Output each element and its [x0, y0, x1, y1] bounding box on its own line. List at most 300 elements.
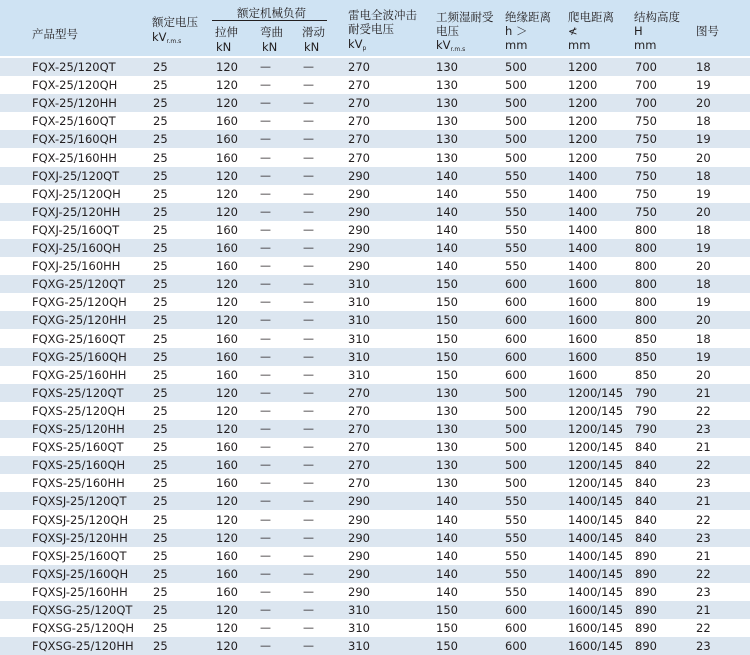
cell-bending: —: [260, 277, 271, 291]
table-row: [0, 239, 750, 257]
cell-insulation-distance: 500: [505, 132, 527, 147]
cell-insulation-distance: 550: [505, 512, 527, 527]
cell-model: FQXG-25/160QT: [32, 331, 126, 346]
cell-figure-no: 19: [696, 241, 711, 255]
cell-tension: 120: [216, 603, 238, 617]
table-row: [0, 275, 750, 293]
cell-model: FQX-25/120HH: [32, 96, 117, 111]
table-row: [0, 438, 750, 457]
cell-sliding: —: [303, 331, 314, 345]
cell-sliding: —: [303, 512, 314, 526]
cell-tension: 160: [216, 548, 238, 563]
cell-tension: 120: [216, 78, 238, 93]
cell-power-frequency: 130: [436, 96, 458, 111]
table-row: [0, 221, 750, 240]
cell-creepage-distance: 1400: [568, 204, 598, 219]
cell-tension: 120: [216, 295, 238, 310]
cell-creepage-distance: 1600/145: [568, 621, 624, 636]
cell-sliding: —: [303, 476, 314, 490]
cell-structure-height: 750: [635, 132, 657, 147]
cell-voltage: 25: [153, 96, 168, 111]
cell-model: FQXSJ-25/120QT: [32, 494, 127, 509]
cell-structure-height: 790: [635, 403, 657, 418]
cell-insulation-distance: 550: [505, 259, 527, 274]
cell-creepage-distance: 1600/145: [568, 603, 624, 617]
cell-voltage: 25: [153, 494, 168, 509]
cell-sliding: —: [303, 621, 314, 635]
cell-sliding: —: [303, 313, 314, 327]
cell-tension: 160: [216, 458, 238, 473]
cell-power-frequency: 140: [436, 168, 458, 183]
cell-impulse: 310: [348, 621, 370, 636]
cell-figure-no: 22: [696, 458, 711, 473]
cell-structure-height: 800: [635, 241, 657, 255]
cell-sliding: —: [303, 78, 314, 92]
cell-creepage-distance: 1400/145: [568, 566, 624, 581]
cell-voltage: 25: [153, 150, 168, 165]
header-sliding-unit: kN: [304, 40, 320, 54]
cell-power-frequency: 140: [436, 530, 458, 545]
cell-insulation-distance: 500: [505, 114, 527, 129]
cell-impulse: 270: [348, 403, 370, 418]
cell-bending: —: [260, 132, 271, 146]
cell-tension: 120: [216, 313, 238, 328]
cell-structure-height: 840: [635, 476, 657, 491]
header-voltage-title: 额定电压: [152, 15, 198, 29]
cell-voltage: 25: [153, 566, 168, 581]
cell-figure-no: 21: [696, 494, 711, 509]
cell-sliding: —: [303, 277, 314, 291]
cell-structure-height: 790: [635, 422, 657, 436]
cell-voltage: 25: [153, 241, 168, 255]
cell-creepage-distance: 1200: [568, 150, 598, 165]
header-creep-sym: ≮: [568, 24, 578, 38]
cell-tension: 160: [216, 241, 238, 255]
cell-insulation-distance: 500: [505, 78, 527, 93]
cell-tension: 160: [216, 259, 238, 274]
cell-tension: 160: [216, 566, 238, 581]
cell-bending: —: [260, 78, 271, 92]
cell-creepage-distance: 1400/145: [568, 584, 624, 599]
cell-impulse: 290: [348, 566, 370, 581]
header-tension-unit: kN: [216, 40, 232, 54]
cell-structure-height: 890: [635, 566, 657, 581]
cell-structure-height: 850: [635, 367, 657, 382]
cell-bending: —: [260, 530, 271, 544]
cell-insulation-distance: 550: [505, 168, 527, 183]
cell-structure-height: 840: [635, 530, 657, 545]
header-figure: 图号: [696, 24, 719, 38]
cell-voltage: 25: [153, 385, 168, 400]
cell-voltage: 25: [153, 458, 168, 473]
cell-structure-height: 700: [635, 96, 657, 111]
header-height-unit: mm: [634, 38, 657, 52]
cell-power-frequency: 150: [436, 349, 458, 364]
cell-creepage-distance: 1200/145: [568, 458, 624, 473]
header-divider: [212, 20, 327, 21]
cell-structure-height: 800: [635, 295, 657, 310]
cell-model: FQXSG-25/120QH: [32, 621, 135, 636]
cell-tension: 160: [216, 331, 238, 346]
cell-bending: —: [260, 186, 271, 200]
cell-creepage-distance: 1200/145: [568, 385, 624, 400]
cell-structure-height: 700: [635, 60, 657, 74]
cell-figure-no: 23: [696, 639, 711, 654]
cell-bending: —: [260, 241, 271, 254]
cell-creepage-distance: 1600: [568, 295, 598, 310]
cell-creepage-distance: 1400/145: [568, 548, 624, 563]
cell-bending: —: [260, 349, 271, 363]
cell-impulse: 290: [348, 168, 370, 183]
cell-bending: —: [260, 150, 271, 164]
cell-insulation-distance: 550: [505, 241, 527, 255]
cell-power-frequency: 130: [436, 60, 458, 74]
cell-sliding: —: [303, 168, 314, 182]
table-row: [0, 58, 750, 76]
cell-tension: 160: [216, 150, 238, 165]
cell-impulse: 310: [348, 639, 370, 654]
cell-voltage: 25: [153, 259, 168, 274]
cell-model: FQXG-25/160HH: [32, 367, 127, 382]
cell-figure-no: 18: [696, 277, 711, 292]
cell-power-frequency: 140: [436, 259, 458, 274]
cell-bending: —: [260, 494, 271, 508]
cell-model: FQXS-25/160HH: [32, 476, 125, 491]
cell-figure-no: 22: [696, 566, 711, 581]
cell-model: FQXSJ-25/160QT: [32, 548, 127, 563]
cell-structure-height: 750: [635, 168, 657, 183]
cell-model: FQXG-25/120QT: [32, 277, 126, 292]
header-insul-sym: h ＞: [505, 24, 528, 38]
cell-figure-no: 23: [696, 476, 711, 491]
cell-structure-height: 890: [635, 639, 657, 654]
cell-model: FQXSG-25/120QT: [32, 603, 133, 617]
cell-power-frequency: 150: [436, 277, 458, 292]
cell-tension: 160: [216, 476, 238, 491]
table-row: [0, 257, 750, 276]
table-row: [0, 330, 750, 349]
cell-model: FQX-25/160QH: [32, 132, 118, 147]
cell-sliding: —: [303, 222, 314, 236]
cell-sliding: —: [303, 422, 314, 435]
cell-insulation-distance: 550: [505, 222, 527, 237]
cell-tension: 160: [216, 349, 238, 364]
cell-insulation-distance: 500: [505, 403, 527, 418]
cell-power-frequency: 140: [436, 222, 458, 237]
cell-power-frequency: 130: [436, 422, 458, 436]
cell-structure-height: 840: [635, 494, 657, 509]
cell-sliding: —: [303, 403, 314, 417]
cell-impulse: 310: [348, 295, 370, 310]
cell-creepage-distance: 1200: [568, 78, 598, 93]
cell-impulse: 270: [348, 96, 370, 111]
header-pf-l2: 电压: [436, 24, 459, 38]
cell-bending: —: [260, 331, 271, 345]
cell-sliding: —: [303, 186, 314, 200]
cell-tension: 120: [216, 60, 238, 74]
cell-impulse: 270: [348, 78, 370, 93]
cell-power-frequency: 140: [436, 204, 458, 219]
cell-impulse: 270: [348, 132, 370, 147]
cell-model: FQXSJ-25/160HH: [32, 584, 128, 599]
cell-sliding: —: [303, 530, 314, 544]
cell-creepage-distance: 1200/145: [568, 440, 624, 455]
cell-power-frequency: 130: [436, 403, 458, 418]
cell-impulse: 270: [348, 150, 370, 165]
cell-sliding: —: [303, 367, 314, 381]
cell-power-frequency: 140: [436, 584, 458, 599]
cell-structure-height: 700: [635, 78, 657, 93]
cell-model: FQXG-25/160QH: [32, 349, 127, 364]
header-insul-unit: mm: [505, 38, 528, 52]
table-row: [0, 311, 750, 329]
cell-sliding: —: [303, 603, 314, 616]
cell-impulse: 270: [348, 114, 370, 129]
cell-figure-no: 21: [696, 440, 711, 455]
cell-tension: 120: [216, 530, 238, 545]
cell-creepage-distance: 1200/145: [568, 476, 624, 491]
cell-insulation-distance: 550: [505, 204, 527, 219]
cell-power-frequency: 140: [436, 566, 458, 581]
table-row: [0, 167, 750, 185]
cell-figure-no: 20: [696, 259, 711, 274]
cell-impulse: 290: [348, 548, 370, 563]
cell-insulation-distance: 600: [505, 621, 527, 636]
table-row: [0, 402, 750, 421]
table-row: [0, 420, 750, 438]
cell-bending: —: [260, 168, 271, 182]
cell-impulse: 310: [348, 313, 370, 328]
cell-power-frequency: 150: [436, 367, 458, 382]
table-row: [0, 529, 750, 547]
cell-voltage: 25: [153, 530, 168, 545]
cell-tension: 120: [216, 277, 238, 292]
cell-figure-no: 19: [696, 132, 711, 147]
cell-figure-no: 19: [696, 349, 711, 364]
table-row: [0, 492, 750, 510]
cell-insulation-distance: 600: [505, 367, 527, 382]
cell-model: FQX-25/160QT: [32, 114, 116, 129]
cell-insulation-distance: 500: [505, 96, 527, 111]
table-row: [0, 149, 750, 168]
cell-figure-no: 22: [696, 403, 711, 418]
cell-figure-no: 18: [696, 222, 711, 237]
cell-tension: 120: [216, 639, 238, 654]
cell-voltage: 25: [153, 204, 168, 219]
cell-impulse: 290: [348, 241, 370, 255]
cell-bending: —: [260, 458, 271, 472]
cell-impulse: 290: [348, 186, 370, 201]
cell-voltage: 25: [153, 512, 168, 527]
cell-power-frequency: 140: [436, 548, 458, 563]
cell-model: FQXSJ-25/120QH: [32, 512, 129, 527]
cell-creepage-distance: 1600: [568, 277, 598, 292]
cell-sliding: —: [303, 204, 314, 218]
cell-figure-no: 22: [696, 621, 711, 636]
cell-structure-height: 890: [635, 548, 657, 563]
cell-model: FQXS-25/160QT: [32, 440, 124, 455]
cell-voltage: 25: [153, 313, 168, 328]
cell-structure-height: 800: [635, 313, 657, 328]
cell-voltage: 25: [153, 114, 168, 129]
table-header: [0, 0, 750, 56]
cell-tension: 120: [216, 494, 238, 509]
cell-insulation-distance: 500: [505, 385, 527, 400]
cell-figure-no: 18: [696, 168, 711, 183]
cell-insulation-distance: 600: [505, 277, 527, 292]
cell-voltage: 25: [153, 349, 168, 364]
table-row: [0, 456, 750, 474]
cell-insulation-distance: 500: [505, 150, 527, 165]
cell-power-frequency: 130: [436, 385, 458, 400]
cell-voltage: 25: [153, 367, 168, 382]
cell-voltage: 25: [153, 403, 168, 418]
cell-bending: —: [260, 96, 271, 110]
cell-insulation-distance: 600: [505, 603, 527, 617]
cell-power-frequency: 130: [436, 458, 458, 473]
cell-insulation-distance: 600: [505, 295, 527, 310]
cell-voltage: 25: [153, 621, 168, 636]
cell-bending: —: [260, 476, 271, 490]
cell-structure-height: 750: [635, 204, 657, 219]
cell-tension: 160: [216, 114, 238, 129]
table-row: [0, 76, 750, 95]
cell-model: FQXSJ-25/120HH: [32, 530, 128, 545]
cell-sliding: —: [303, 349, 314, 363]
cell-structure-height: 840: [635, 440, 657, 455]
cell-voltage: 25: [153, 168, 168, 183]
cell-model: FQXJ-25/120HH: [32, 204, 121, 219]
cell-insulation-distance: 550: [505, 548, 527, 563]
cell-power-frequency: 140: [436, 186, 458, 201]
table-row: [0, 384, 750, 402]
cell-insulation-distance: 500: [505, 422, 527, 436]
cell-figure-no: 21: [696, 548, 711, 563]
cell-impulse: 270: [348, 385, 370, 400]
header-creep-unit: mm: [568, 38, 591, 52]
cell-structure-height: 890: [635, 621, 657, 636]
cell-sliding: —: [303, 295, 314, 309]
cell-impulse: 270: [348, 422, 370, 436]
header-impulse-unit: $kV_p$: [348, 37, 367, 52]
cell-bending: —: [260, 621, 271, 635]
header-voltage-unit: $kV_{r.m.s}$: [152, 30, 182, 45]
cell-sliding: —: [303, 96, 314, 110]
cell-voltage: 25: [153, 78, 168, 93]
cell-bending: —: [260, 512, 271, 526]
header-insul-title: 绝缘距离: [505, 10, 551, 24]
cell-structure-height: 890: [635, 603, 657, 617]
cell-tension: 160: [216, 132, 238, 147]
cell-bending: —: [260, 222, 271, 236]
cell-impulse: 270: [348, 458, 370, 473]
cell-insulation-distance: 500: [505, 458, 527, 473]
cell-sliding: —: [303, 548, 314, 562]
header-sliding: 滑动: [302, 25, 325, 39]
cell-impulse: 310: [348, 277, 370, 292]
table-row: [0, 112, 750, 131]
header-model: 产品型号: [32, 27, 78, 41]
header-tension: 拉伸: [215, 25, 238, 39]
cell-bending: —: [260, 60, 271, 73]
table-row: [0, 547, 750, 566]
cell-model: FQXG-25/120QH: [32, 295, 127, 310]
cell-model: FQXS-25/120QH: [32, 403, 126, 418]
cell-tension: 120: [216, 403, 238, 418]
cell-tension: 120: [216, 96, 238, 111]
cell-figure-no: 19: [696, 186, 711, 201]
table-row: [0, 130, 750, 148]
cell-sliding: —: [303, 259, 314, 273]
table-row: [0, 637, 750, 655]
cell-creepage-distance: 1400: [568, 168, 598, 183]
table-row: [0, 366, 750, 385]
cell-model: FQXSG-25/120HH: [32, 639, 134, 654]
cell-model: FQXJ-25/160QT: [32, 222, 120, 237]
cell-voltage: 25: [153, 422, 168, 436]
cell-sliding: —: [303, 150, 314, 164]
cell-power-frequency: 130: [436, 440, 458, 455]
cell-creepage-distance: 1200: [568, 60, 598, 74]
cell-figure-no: 20: [696, 367, 711, 382]
cell-power-frequency: 130: [436, 132, 458, 147]
cell-sliding: —: [303, 639, 314, 653]
table-row: [0, 583, 750, 602]
cell-bending: —: [260, 584, 271, 598]
cell-tension: 160: [216, 584, 238, 599]
cell-voltage: 25: [153, 60, 168, 74]
cell-voltage: 25: [153, 277, 168, 292]
cell-insulation-distance: 600: [505, 639, 527, 654]
cell-bending: —: [260, 548, 271, 562]
table-row: [0, 565, 750, 583]
cell-tension: 160: [216, 367, 238, 382]
cell-bending: —: [260, 440, 271, 454]
cell-power-frequency: 140: [436, 494, 458, 509]
cell-voltage: 25: [153, 295, 168, 310]
cell-bending: —: [260, 204, 271, 218]
cell-power-frequency: 140: [436, 512, 458, 527]
cell-voltage: 25: [153, 584, 168, 599]
cell-voltage: 25: [153, 132, 168, 147]
cell-model: FQXJ-25/160HH: [32, 259, 121, 274]
cell-bending: —: [260, 422, 271, 435]
cell-voltage: 25: [153, 603, 168, 617]
cell-creepage-distance: 1600: [568, 349, 598, 364]
cell-impulse: 310: [348, 349, 370, 364]
cell-tension: 120: [216, 168, 238, 183]
cell-insulation-distance: 500: [505, 476, 527, 491]
cell-tension: 120: [216, 186, 238, 201]
cell-tension: 160: [216, 222, 238, 237]
cell-impulse: 270: [348, 440, 370, 455]
cell-bending: —: [260, 114, 271, 128]
cell-model: FQXJ-25/120QT: [32, 168, 120, 183]
cell-creepage-distance: 1600/145: [568, 639, 624, 654]
cell-figure-no: 18: [696, 331, 711, 346]
cell-figure-no: 19: [696, 78, 711, 93]
cell-model: FQX-25/160HH: [32, 150, 117, 165]
cell-insulation-distance: 600: [505, 331, 527, 346]
cell-figure-no: 23: [696, 584, 711, 599]
table-row: [0, 619, 750, 638]
cell-power-frequency: 150: [436, 603, 458, 617]
cell-creepage-distance: 1200: [568, 96, 598, 111]
table-row: [0, 474, 750, 493]
cell-power-frequency: 150: [436, 295, 458, 310]
cell-creepage-distance: 1200/145: [568, 422, 624, 436]
cell-model: FQXJ-25/120QH: [32, 186, 121, 201]
